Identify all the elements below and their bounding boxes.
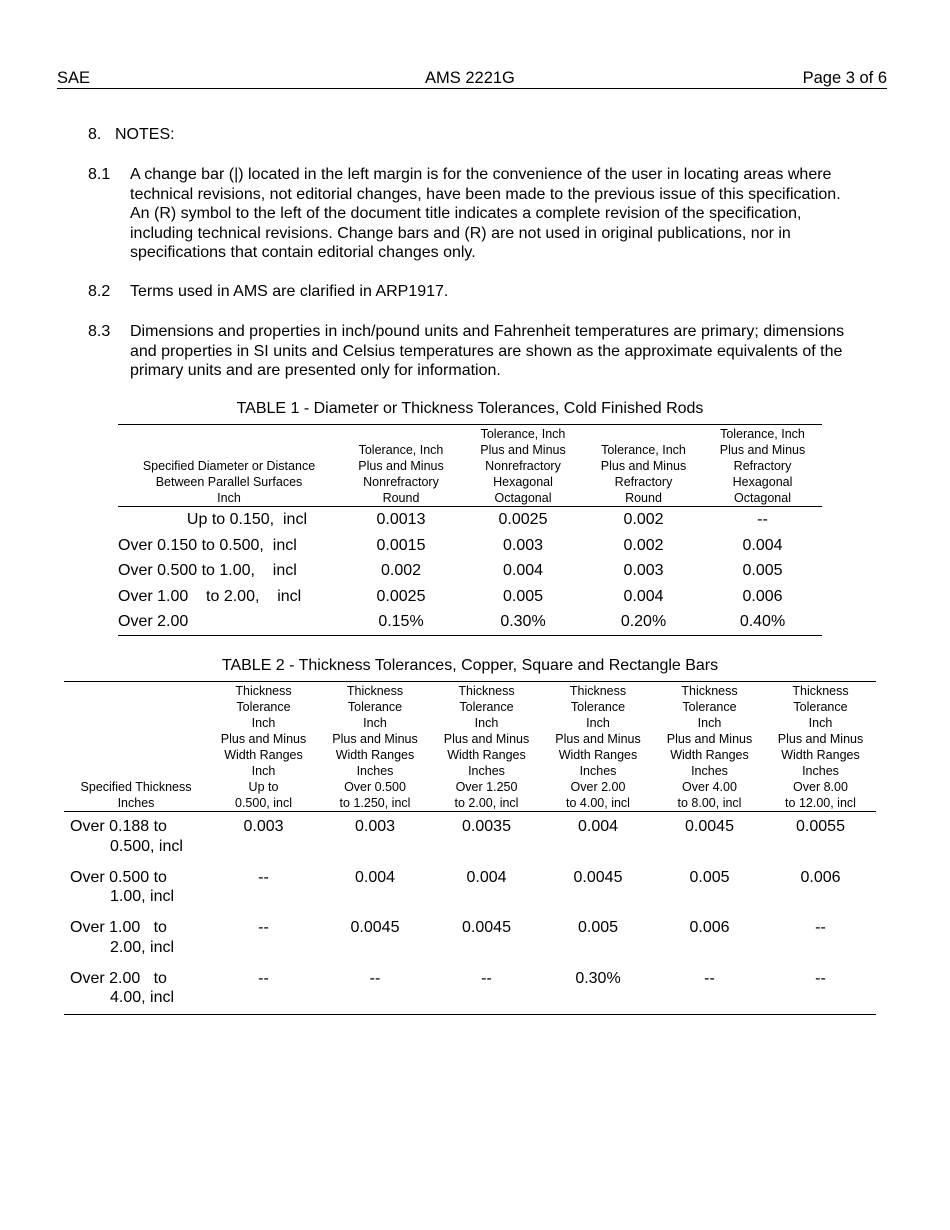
row-label: Up to 0.150, incl bbox=[186, 511, 307, 528]
table-cell: 0.004 bbox=[577, 818, 619, 835]
table2 bbox=[64, 681, 876, 1015]
table-cell: 0.003 bbox=[354, 818, 396, 835]
table2-header: Thickness Tolerance Inch Plus and Minus Width Ranges Inches Over 8.00 to 12.00, incl bbox=[777, 684, 864, 810]
table-cell: 0.006 bbox=[800, 868, 841, 886]
row-label-line: 1.00, incl bbox=[110, 888, 175, 905]
table-row bbox=[64, 964, 876, 1015]
table-row bbox=[64, 913, 876, 964]
table-cell: 0.004 bbox=[354, 868, 396, 886]
header-org: SAE bbox=[57, 69, 91, 87]
table-cell: -- bbox=[815, 969, 826, 987]
row-label-line: 0.500, incl bbox=[110, 837, 183, 855]
row-label bbox=[64, 964, 208, 1015]
table-cell: 0.003 bbox=[502, 536, 544, 554]
table-cell: 0.0045 bbox=[350, 919, 400, 936]
table-cell: 0.002 bbox=[380, 562, 422, 580]
table2-header: Thickness Tolerance Inch Plus and Minus Width Ranges Inch Up to 0.500, incl bbox=[220, 684, 307, 810]
table-cell: 0.004 bbox=[742, 536, 783, 554]
row-label-line: Over 0.500 to bbox=[70, 868, 167, 886]
table-cell: 0.002 bbox=[623, 511, 664, 528]
row-label bbox=[64, 913, 208, 964]
table-cell: 0.002 bbox=[623, 536, 664, 554]
table-cell: 0.004 bbox=[466, 868, 507, 886]
table-cell: -- bbox=[258, 969, 269, 987]
row-label-line: 2.00, incl bbox=[110, 938, 175, 956]
table-cell: -- bbox=[481, 969, 492, 987]
row-label bbox=[64, 812, 208, 863]
table-cell: 0.005 bbox=[577, 919, 619, 936]
note-text: Terms used in AMS are clarified in ARP1917. bbox=[130, 283, 449, 300]
table-row bbox=[118, 558, 822, 584]
table-cell: 0.0045 bbox=[573, 868, 623, 886]
table-cell: 0.0055 bbox=[796, 818, 845, 835]
table-cell: 0.0025 bbox=[498, 511, 548, 528]
table-cell: 0.0045 bbox=[462, 919, 511, 936]
table-cell: 0.003 bbox=[243, 818, 284, 835]
section-number: 8. bbox=[88, 126, 102, 143]
table-row bbox=[118, 533, 822, 559]
row-label-line: Over 0.188 to bbox=[70, 818, 167, 835]
table-cell: 0.006 bbox=[742, 587, 783, 605]
table-row bbox=[64, 863, 876, 914]
table-cell: 0.004 bbox=[623, 587, 664, 605]
table-cell: 0.20% bbox=[620, 613, 667, 631]
table-cell: -- bbox=[258, 919, 269, 936]
table-cell: 0.30% bbox=[500, 613, 546, 631]
table-cell: 0.0025 bbox=[376, 587, 426, 605]
table-row bbox=[64, 812, 876, 863]
table-cell: -- bbox=[704, 969, 715, 987]
table-row bbox=[118, 584, 822, 610]
table-cell: 0.40% bbox=[739, 613, 786, 631]
table1-header: Tolerance, Inch Plus and Minus Refractory Hexagonal Octagonal bbox=[719, 427, 806, 505]
table-cell: 0.0035 bbox=[462, 818, 511, 835]
section-heading: NOTES: bbox=[115, 126, 175, 143]
table1-caption: TABLE 1 - Diameter or Thickness Tolerances, Cold Finished Rods bbox=[236, 400, 704, 417]
note-text: Dimensions and properties in inch/pound units and Fahrenheit temperatures are primary; dimensions and properties in SI units and Celsius temperatures are shown as the approximate equivalents of the primary units and are presented only for information. bbox=[130, 323, 845, 379]
note-number: 8.3 bbox=[88, 323, 111, 340]
table-cell: 0.006 bbox=[689, 919, 730, 936]
table1-header: Tolerance, Inch Plus and Minus Nonrefractory Hexagonal Octagonal bbox=[480, 427, 566, 505]
table-cell: 0.0015 bbox=[376, 536, 426, 554]
table-cell: 0.0045 bbox=[685, 818, 734, 835]
table-cell: 0.005 bbox=[742, 562, 783, 580]
table1 bbox=[118, 424, 822, 636]
table-cell: 0.003 bbox=[623, 562, 664, 580]
table2-header: Thickness Tolerance Inch Plus and Minus Width Ranges Inches Over 1.250 to 2.00, incl bbox=[443, 684, 530, 810]
table2-caption: TABLE 2 - Thickness Tolerances, Copper, Square and Rectangle Bars bbox=[221, 657, 719, 674]
table-cell: 0.005 bbox=[689, 868, 730, 886]
table-cell: 0.005 bbox=[502, 587, 544, 605]
table-cell: 0.15% bbox=[378, 613, 424, 631]
table1-header: Tolerance, Inch Plus and Minus Refractory Round bbox=[600, 443, 687, 505]
table-row bbox=[118, 609, 822, 635]
table2-header: Thickness Tolerance Inch Plus and Minus Width Ranges Inches Over 4.00 to 8.00, incl bbox=[666, 684, 753, 810]
page-header bbox=[57, 69, 887, 89]
table1-header: Tolerance, Inch Plus and Minus Nonrefractory Round bbox=[358, 443, 444, 505]
table-cell: -- bbox=[815, 919, 826, 936]
header-doc-number: AMS 2221G bbox=[425, 69, 515, 87]
table-cell: -- bbox=[369, 969, 381, 987]
row-label: Over 0.500 to 1.00, incl bbox=[118, 562, 297, 580]
row-label-line: Over 1.00 to bbox=[70, 919, 167, 936]
row-label-line: Over 2.00 to bbox=[70, 969, 167, 987]
table-cell: -- bbox=[757, 511, 768, 528]
table-row bbox=[118, 507, 822, 533]
table-cell: 0.004 bbox=[502, 562, 544, 580]
table2-header: Thickness Tolerance Inch Plus and Minus Width Ranges Inches Over 0.500 to 1.250, incl bbox=[332, 684, 418, 810]
note-text: A change bar (|) located in the left margin is for the convenience of the user in locating areas where technical revisions, not editorial changes, have been made to the previous issue of this specification. An (R) symbol to the left of the document title indicates a complete revision of the specification, including technical revisions. Change bars and (R) are not used in original publications, nor in specifications that contain editorial changes only. bbox=[130, 166, 841, 261]
row-label: Over 1.00 to 2.00, incl bbox=[118, 587, 302, 605]
table-cell: -- bbox=[258, 868, 269, 886]
table2-header: Thickness Tolerance Inch Plus and Minus Width Ranges Inches Over 2.00 to 4.00, incl bbox=[555, 684, 641, 810]
note-number: 8.1 bbox=[88, 166, 111, 183]
table-cell: 0.30% bbox=[575, 969, 621, 987]
note-number: 8.2 bbox=[88, 283, 111, 300]
row-label: Over 2.00 bbox=[118, 613, 189, 631]
row-label-line: 4.00, incl bbox=[110, 989, 175, 1006]
row-label bbox=[64, 863, 208, 914]
header-page-number: Page 3 of 6 bbox=[802, 69, 887, 87]
table1-header: Specified Diameter or Distance Between Parallel Surfaces Inch bbox=[142, 459, 316, 505]
table2-header: Specified Thickness Inches bbox=[80, 780, 192, 810]
table-cell: 0.0013 bbox=[376, 511, 426, 528]
row-label: Over 0.150 to 0.500, incl bbox=[118, 536, 297, 554]
